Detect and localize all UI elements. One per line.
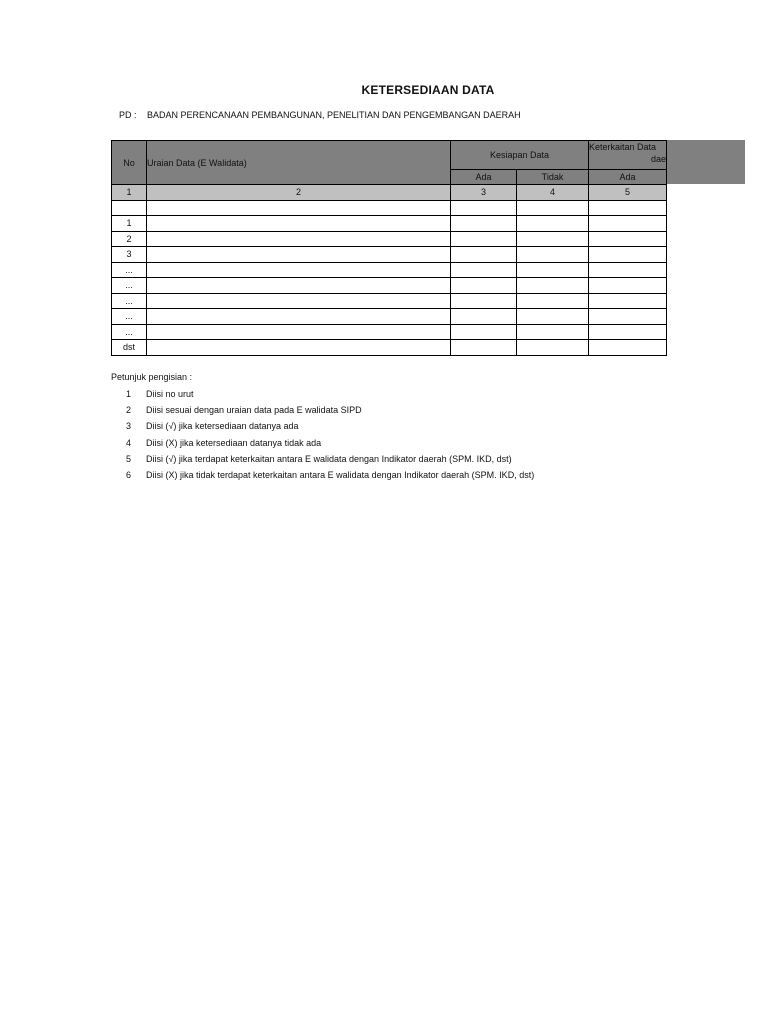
instruction-number: 4 — [125, 437, 131, 448]
column-number-row — [112, 185, 667, 201]
cell-no[interactable]: 3 — [112, 247, 147, 263]
cell-no[interactable]: 2 — [112, 231, 147, 247]
instruction-number: 3 — [125, 421, 131, 432]
cell-keterkaitan-ada[interactable] — [589, 324, 667, 340]
header-keterkaitan-line2: dae — [650, 154, 666, 164]
header-tidak: Tidak — [517, 170, 589, 185]
cell-ada[interactable] — [451, 200, 517, 216]
data-table — [111, 140, 667, 356]
table-body — [112, 185, 667, 356]
table-row — [112, 231, 667, 247]
table-row — [112, 278, 667, 294]
cell-tidak[interactable] — [517, 340, 589, 356]
table-row — [112, 340, 667, 356]
cell-keterkaitan-ada[interactable] — [589, 278, 667, 294]
header-uraian: Uraian Data (E Walidata) — [147, 141, 451, 185]
table-row — [112, 216, 667, 232]
cell-tidak[interactable] — [517, 324, 589, 340]
cell-no[interactable]: ... — [112, 293, 147, 309]
instruction-text: Diisi (√) jika terdapat keterkaitan antara E walidata dengan Indikator daerah (SPM. IKD, dst) — [146, 453, 512, 464]
cell-keterkaitan-ada[interactable] — [589, 216, 667, 232]
instruction-text: Diisi no urut — [146, 389, 194, 399]
pd-label: PD : — [119, 110, 137, 120]
instruction-item — [111, 435, 534, 451]
header-ada: Ada — [451, 170, 517, 185]
cell-no[interactable] — [112, 200, 147, 216]
instruction-item — [111, 467, 534, 483]
table-row — [112, 293, 667, 309]
cell-tidak[interactable] — [517, 278, 589, 294]
cell-tidak[interactable] — [517, 262, 589, 278]
table-row — [112, 200, 667, 216]
instruction-text: Diisi (√) jika ketersediaan datanya ada — [146, 421, 299, 432]
cell-tidak[interactable] — [517, 231, 589, 247]
cell-uraian[interactable] — [147, 278, 451, 294]
pd-row — [119, 110, 521, 120]
cell-uraian[interactable] — [147, 231, 451, 247]
instruction-number: 1 — [125, 389, 131, 399]
col-num-5: 5 — [589, 185, 667, 201]
cell-ada[interactable] — [451, 293, 517, 309]
header-ada-keterkaitan: Ada — [589, 170, 667, 185]
instruction-item — [111, 418, 534, 434]
cell-keterkaitan-ada[interactable] — [589, 231, 667, 247]
cell-keterkaitan-ada[interactable] — [589, 293, 667, 309]
data-table-wrapper — [111, 140, 667, 356]
cell-uraian[interactable] — [147, 216, 451, 232]
table-row — [112, 324, 667, 340]
cell-keterkaitan-ada[interactable] — [589, 262, 667, 278]
cell-no[interactable]: ... — [112, 262, 147, 278]
instructions-heading: Petunjuk pengisian : — [111, 372, 193, 382]
col-num-2: 2 — [147, 185, 451, 201]
instruction-text: Diisi (X) jika tidak terdapat keterkaitan antara E walidata dengan Indikator daerah (SPM. IKD, dst) — [146, 469, 535, 480]
cell-uraian[interactable] — [147, 247, 451, 263]
cell-no[interactable]: ... — [112, 309, 147, 325]
instruction-item — [111, 451, 534, 467]
cell-ada[interactable] — [451, 340, 517, 356]
cell-uraian[interactable] — [147, 324, 451, 340]
col-num-4: 4 — [517, 185, 589, 201]
cell-ada[interactable] — [451, 247, 517, 263]
header-no: No — [112, 141, 147, 185]
cell-keterkaitan-ada[interactable] — [589, 200, 667, 216]
instruction-item — [111, 386, 534, 402]
cell-uraian[interactable] — [147, 293, 451, 309]
cell-ada[interactable] — [451, 216, 517, 232]
cell-tidak[interactable] — [517, 216, 589, 232]
cell-no[interactable]: 1 — [112, 216, 147, 232]
cell-uraian[interactable] — [147, 309, 451, 325]
instruction-item — [111, 402, 534, 418]
cell-ada[interactable] — [451, 324, 517, 340]
page-title: KETERSEDIAAN DATA — [361, 83, 495, 97]
cell-keterkaitan-ada[interactable] — [589, 247, 667, 263]
instruction-number: 6 — [125, 469, 131, 480]
cell-tidak[interactable] — [517, 309, 589, 325]
cell-uraian[interactable] — [147, 200, 451, 216]
instruction-text: Diisi sesuai dengan uraian data pada E walidata SIPD — [146, 405, 362, 416]
cell-no[interactable]: ... — [112, 278, 147, 294]
header-kesiapan: Kesiapan Data — [451, 141, 589, 170]
cell-ada[interactable] — [451, 262, 517, 278]
cell-keterkaitan-ada[interactable] — [589, 340, 667, 356]
table-row — [112, 309, 667, 325]
cell-uraian[interactable] — [147, 262, 451, 278]
instructions — [111, 372, 534, 483]
cell-tidak[interactable] — [517, 293, 589, 309]
cell-ada[interactable] — [451, 278, 517, 294]
header-keterkaitan — [589, 141, 667, 170]
header-overflow-fill — [666, 140, 745, 184]
cell-uraian[interactable] — [147, 340, 451, 356]
cell-ada[interactable] — [451, 309, 517, 325]
cell-keterkaitan-ada[interactable] — [589, 309, 667, 325]
cell-ada[interactable] — [451, 231, 517, 247]
table-row — [112, 262, 667, 278]
instructions-list — [111, 386, 534, 483]
table-row — [112, 247, 667, 263]
instruction-text: Diisi (X) jika ketersediaan datanya tidak ada — [146, 437, 322, 448]
cell-tidak[interactable] — [517, 247, 589, 263]
instruction-number: 5 — [125, 453, 131, 464]
cell-tidak[interactable] — [517, 200, 589, 216]
cell-no[interactable]: ... — [112, 324, 147, 340]
instruction-number: 2 — [125, 405, 131, 416]
col-num-1: 1 — [112, 185, 147, 201]
col-num-3: 3 — [451, 185, 517, 201]
pd-value: BADAN PERENCANAAN PEMBANGUNAN, PENELITIAN DAN PENGEMBANGAN DAERAH — [147, 110, 521, 120]
header-keterkaitan-line1: Keterkaitan Data — [589, 142, 657, 152]
cell-no[interactable]: dst — [112, 340, 147, 356]
